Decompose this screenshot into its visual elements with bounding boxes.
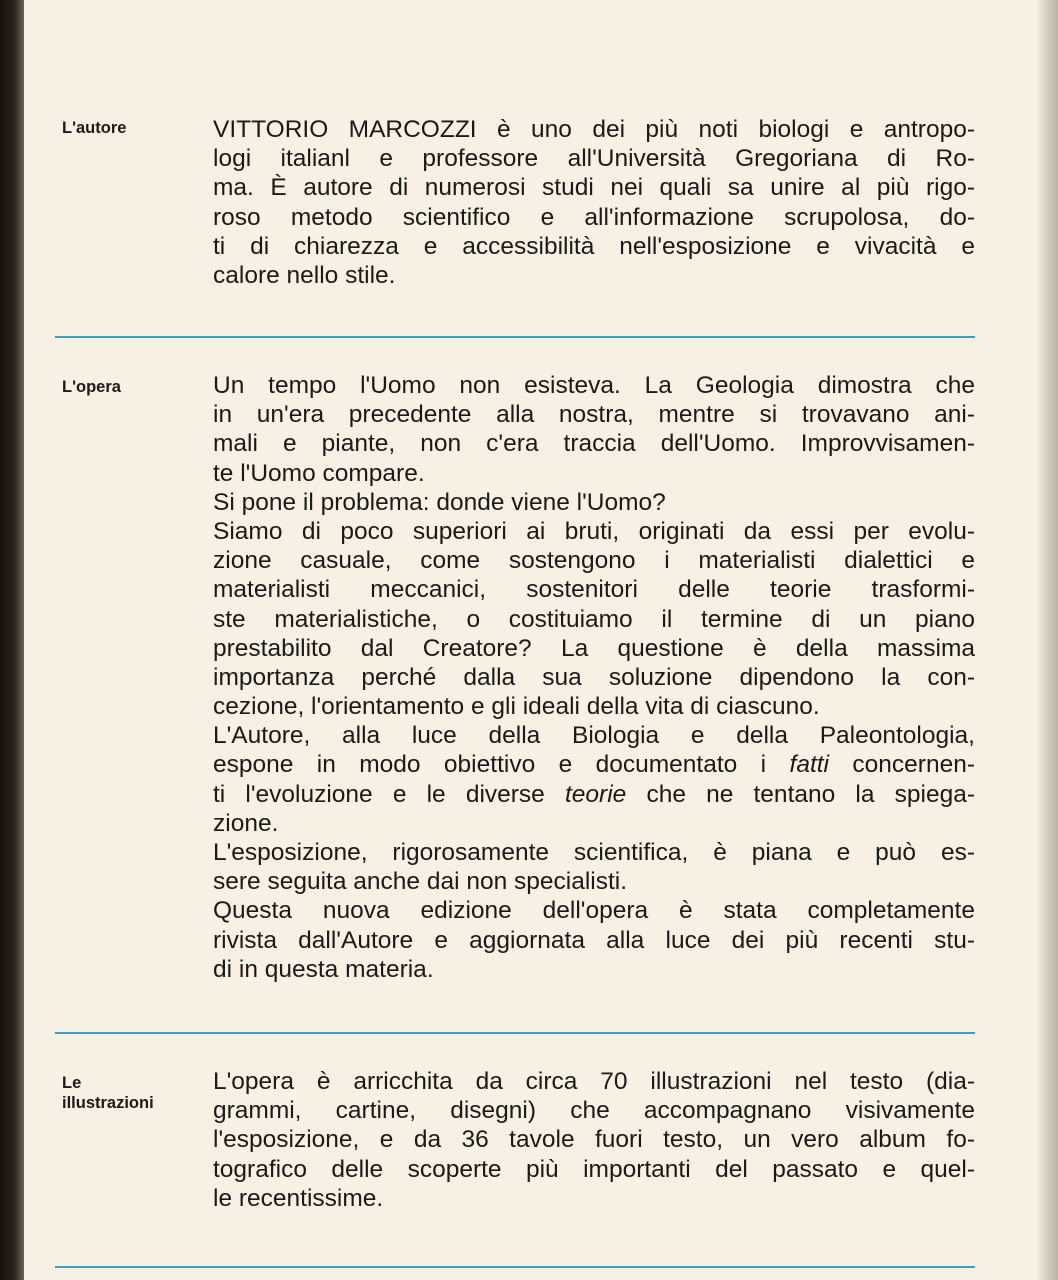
label-illustrazioni xyxy=(62,1073,154,1113)
text-line: ti di chiarezza e accessibilità nell'esposizione e vivacità e xyxy=(213,232,975,260)
text-line: cezione, l'orientamento e gli ideali della vita di ciascuno. xyxy=(213,693,820,721)
autore-text xyxy=(213,115,975,290)
text-line: ma. È autore di numerosi studi nei quali sa unire al più rigo- xyxy=(213,174,975,202)
text-line: Si pone il problema: donde viene l'Uomo? xyxy=(213,488,666,516)
text-line: importanza perché dalla sua soluzione dipendono la con- xyxy=(213,663,975,691)
text-segment: concernen- xyxy=(829,751,975,779)
text-segment: ti l'evoluzione e le diverse xyxy=(213,780,565,808)
text-line: L'opera è arricchita da circa 70 illustrazioni nel testo (dia- xyxy=(213,1068,975,1095)
label-opera xyxy=(62,377,121,397)
text-line: materialisti meccanici, sostenitori delle teorie trasformi- xyxy=(213,576,975,604)
section-label-line: L'opera xyxy=(62,378,121,396)
label-autore xyxy=(62,118,126,138)
section-label-line: Le xyxy=(62,1074,82,1092)
illustrazioni-text xyxy=(213,1067,975,1213)
page-edge-shadow xyxy=(1036,0,1058,1280)
text-line: Questa nuova edizione dell'opera è stata completamente xyxy=(213,897,975,925)
divider-rule xyxy=(55,1032,975,1034)
text-line: zione casuale, come sostengono i materialisti dialettici e xyxy=(213,547,975,575)
text-line: di in questa materia. xyxy=(213,955,434,983)
text-line: tografico delle scoperte più importanti del passato e quel- xyxy=(213,1155,975,1183)
text-line: grammi, cartine, disegni) che accompagnano visivamente xyxy=(213,1097,975,1125)
text-line: zione. xyxy=(213,809,279,837)
italic-term: teorie xyxy=(564,780,627,808)
text-line xyxy=(213,750,975,779)
divider-rule xyxy=(55,336,975,338)
text-line: roso metodo scientifico e all'informazione scrupolosa, do- xyxy=(213,203,975,231)
text-line: L'esposizione, rigorosamente scientifica, è piana e può es- xyxy=(213,839,975,866)
text-segment: che ne tentano la spiega- xyxy=(626,780,975,808)
text-line: Un tempo l'Uomo non esisteva. La Geologia dimostra che xyxy=(213,372,975,399)
text-line: logi italianl e professore all'Università Gregoriana di Ro- xyxy=(213,145,975,173)
text-line: in un'era precedente alla nostra, mentre si trovavano ani- xyxy=(213,401,975,429)
section-label-line: illustrazioni xyxy=(62,1094,154,1112)
divider-rule xyxy=(55,1266,975,1268)
text-line: Siamo di poco superiori ai bruti, originati da essi per evolu- xyxy=(213,517,975,545)
text-line: VITTORIO MARCOZZI è uno dei più noti biologi e antropo- xyxy=(213,116,975,143)
text-line: l'esposizione, e da 36 tavole fuori testo, un vero album fo- xyxy=(213,1126,975,1154)
book-spine-edge xyxy=(0,0,24,1280)
text-line xyxy=(213,780,975,809)
text-line: le recentissime. xyxy=(213,1184,384,1212)
text-line: L'Autore, alla luce della Biologia e della Paleontologia, xyxy=(213,722,975,750)
opera-text xyxy=(213,371,975,984)
text-line: calore nello stile. xyxy=(213,261,396,289)
text-line: ste materialistiche, o costituiamo il termine di un piano xyxy=(213,605,975,633)
text-line: prestabilito dal Creatore? La questione è della massima xyxy=(213,634,975,662)
section-label-line: L'autore xyxy=(62,119,127,137)
text-line: rivista dall'Autore e aggiornata alla luce dei più recenti stu- xyxy=(213,926,975,954)
text-line: te l'Uomo compare. xyxy=(213,459,425,487)
text-line: sere seguita anche dai non specialisti. xyxy=(213,868,628,896)
text-segment: espone in modo obiettivo e documentato i xyxy=(213,751,790,779)
text-line: mali e piante, non c'era traccia dell'Uomo. Improvvisamen- xyxy=(213,430,975,458)
italic-term: fatti xyxy=(789,751,830,779)
